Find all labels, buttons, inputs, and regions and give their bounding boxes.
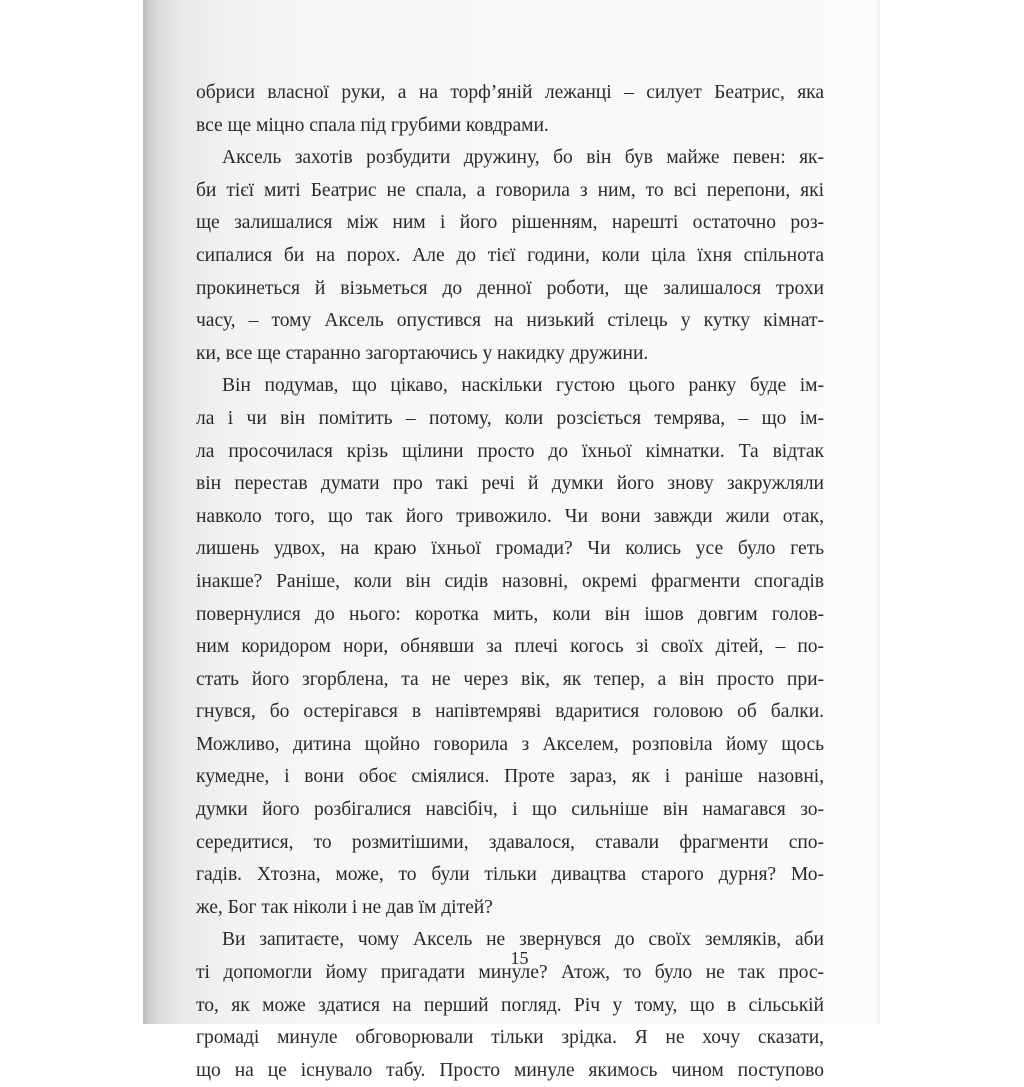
- text-line: гадів. Хтозна, може, то були тільки дивацтва старого дурня? Мо-: [196, 864, 824, 886]
- text-line: Можливо, дитина щойно говорила з Акселем, розповіла йому щось: [196, 733, 824, 755]
- text-line: навколо того, що так його тривожило. Чи вони завжди жили отак,: [196, 505, 824, 527]
- book-page: [143, 0, 880, 1081]
- text-line: часу, – тому Аксель опустився на низький стілець у кутку кімнат-: [196, 310, 824, 332]
- text-line: ще залишалися між ним і його рішенням, нарешті остаточно роз-: [196, 212, 824, 234]
- text-line: би тієї миті Беатрис не спала, а говорила з ним, то всі перепони, які: [196, 179, 824, 201]
- text-line: же, Бог так ніколи і не дав їм дітей?: [196, 896, 493, 918]
- text-line: стать його згорблена, та не через вік, як тепер, а він просто при-: [196, 668, 824, 690]
- text-line: обриси власної руки, а на торф’яній лежанці – силует Беатрис, яка: [196, 82, 824, 103]
- text-line: прокинеться й візьметься до денної роботи, ще залишалося трохи: [196, 277, 824, 299]
- paragraph-2: [196, 142, 824, 370]
- text-line: думки його розбігалися навсібіч, і що сильніше він намагався зо-: [196, 799, 824, 821]
- paragraph-3: [196, 370, 824, 924]
- text-line: що на це існувало табу. Просто минуле якимось чином поступово: [196, 1059, 824, 1081]
- text-line: гнувся, бо остерігався в напівтемряві вдаритися головою об балки.: [196, 701, 824, 723]
- text-line: повернулися до нього: коротка мить, коли він ішов довгим голов-: [196, 603, 824, 625]
- text-line: ним коридором нори, обнявши за плечі когось зі своїх дітей, – по-: [196, 636, 824, 658]
- text-line: ті допомогли йому пригадати минуле? Атож, то було не так прос-: [196, 962, 824, 984]
- text-line: інакше? Раніше, коли він сидів назовні, окремі фрагменти спогадів: [196, 570, 824, 592]
- page-number: 15: [510, 948, 529, 968]
- text-line: то, як може здатися на перший погляд. Річ у тому, що в сільській: [196, 994, 824, 1016]
- text-line: лишень удвох, на краю їхньої громади? Чи колись усе було геть: [196, 538, 824, 560]
- text-line: ки, все ще старанно загортаючись у накидку дружини.: [196, 342, 649, 364]
- paragraph-1: [196, 77, 824, 142]
- text-line: все ще міцно спала під грубими ковдрами.: [196, 114, 549, 136]
- text-line: ла просочилася крізь щілини просто до їхньої кімнатки. Та відтак: [196, 440, 824, 462]
- body-text: [196, 77, 824, 1087]
- text-line: сипалися би на порох. Але до тієї години, коли ціла їхня спільнота: [196, 244, 824, 266]
- text-line: він перестав думати про такі речі й думки його знову закружляли: [196, 473, 824, 495]
- text-line: громаді минуле обговорювали тільки зрідка. Я не хочу сказати,: [196, 1027, 824, 1049]
- text-line: Аксель захотів розбудити дружину, бо він був майже певен: як-: [222, 147, 824, 169]
- text-line: Ви запитаєте, чому Аксель не звернувся до своїх земляків, аби: [222, 929, 824, 951]
- text-line: середитися, то розмитішими, здавалося, ставали фрагменти спо-: [196, 831, 824, 853]
- text-line: кумедне, і вони обоє сміялися. Проте зараз, як і раніше назовні,: [196, 766, 824, 788]
- text-line: ла і чи він помітить – потому, коли розсіється темрява, – що ім-: [196, 407, 824, 429]
- text-line: Він подумав, що цікаво, наскільки густою цього ранку буде ім-: [222, 375, 824, 397]
